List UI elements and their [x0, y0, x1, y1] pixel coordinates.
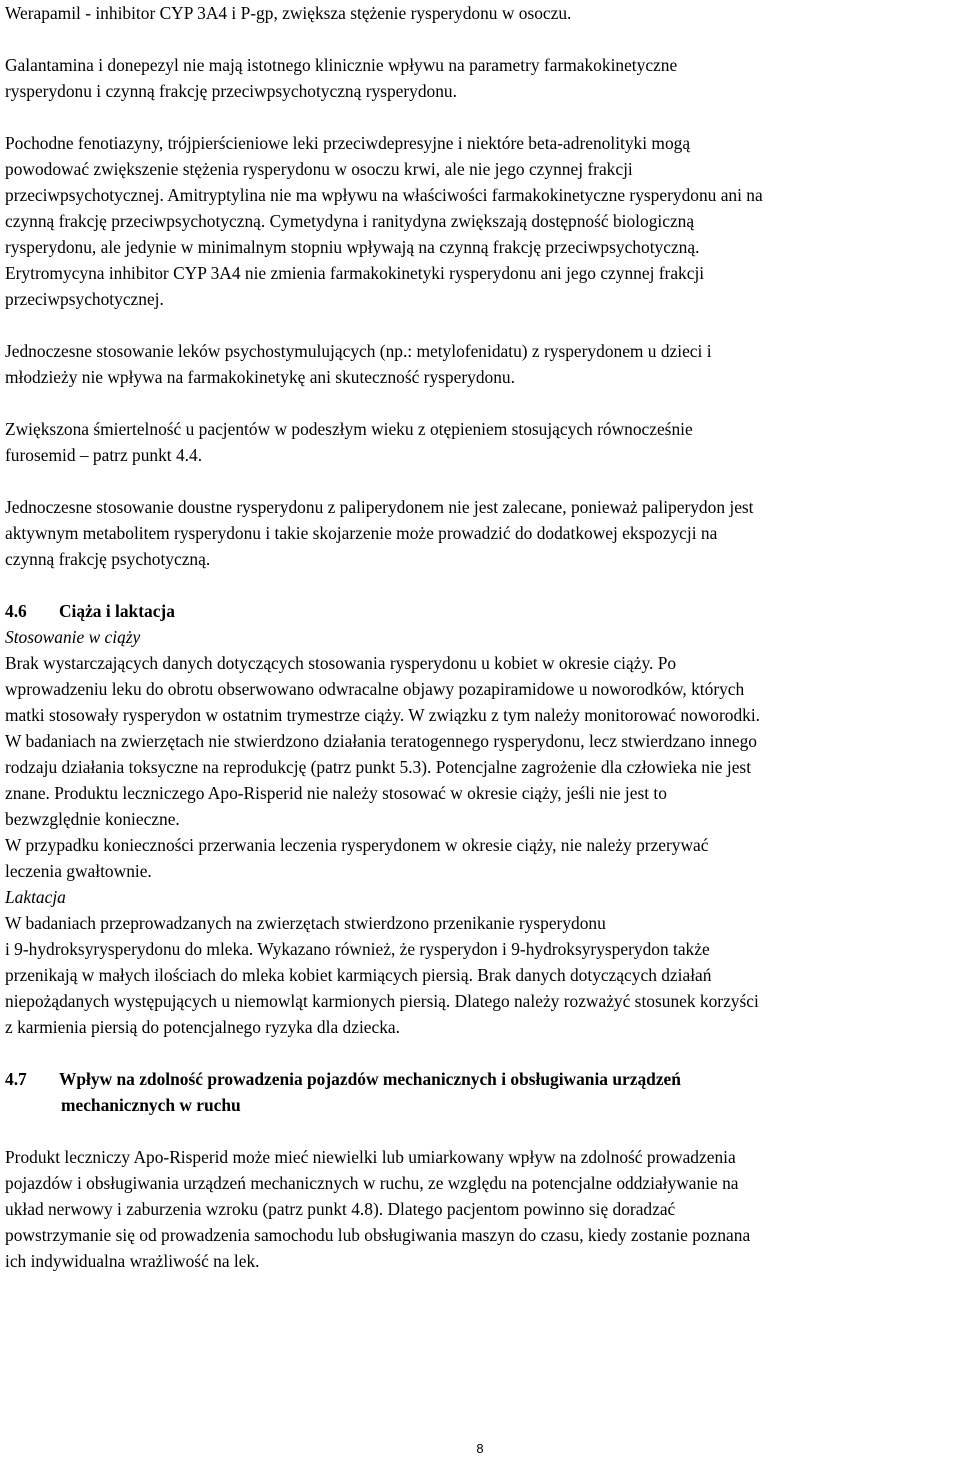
text-line: i 9-hydroksyrysperydonu do mleka. Wykazano również, że rysperydon i 9-hydroksyrysperydon także — [5, 939, 710, 959]
paragraph-galantamine — [5, 52, 957, 104]
text-line: wprowadzeniu leku do obrotu obserwowano odwracalne objawy pozapiramidowe u noworodków, których — [5, 679, 745, 699]
paragraph-verapamil — [5, 0, 957, 26]
text-line: ich indywidualna wrażliwość na lek. — [5, 1251, 260, 1271]
text-line: Produkt leczniczy Apo-Risperid może mieć niewielki lub umiarkowany wpływ na zdolność prowadzenia — [5, 1147, 736, 1167]
text-line: czynną frakcję psychotyczną. — [5, 549, 211, 569]
section-title-line: Wpływ na zdolność prowadzenia pojazdów mechanicznych i obsługiwania urządzeń — [59, 1069, 681, 1089]
text-line: z karmienia piersią do potencjalnego ryzyka dla dziecka. — [5, 1017, 400, 1037]
text-line: Jednoczesne stosowanie doustne rysperydonu z paliperydonem nie jest zalecane, ponieważ paliperydon jest — [5, 497, 754, 517]
text-line: przenikają w małych ilościach do mleka kobiet karmiących piersią. Brak danych dotyczących działań — [5, 965, 712, 985]
section-number: 4.6 — [5, 601, 27, 621]
text-line: W badaniach przeprowadzanych na zwierzętach stwierdzono przenikanie rysperydonu — [5, 913, 606, 933]
page-number: 8 — [476, 1441, 484, 1456]
text-line: rysperydonu, ale jedynie w minimalnym stopniu wpływają na czynną frakcję przeciwpsychotyczną. — [5, 237, 700, 257]
text-line: przeciwpsychotycznej. — [5, 289, 164, 309]
section-number: 4.7 — [5, 1069, 27, 1089]
text-line: Jednoczesne stosowanie leków psychostymulujących (np.: metylofenidatu) z rysperydonem u dzieci i — [5, 341, 712, 361]
paragraph-paliperidone — [5, 494, 957, 572]
text-line: układ nerwowy i zaburzenia wzroku (patrz punkt 4.8). Dlatego pacjentom powinno się doradzać — [5, 1199, 676, 1219]
text-line: przeciwpsychotycznej. Amitryptylina nie ma wpływu na właściwości farmakokinetyczne rysperydonu ani na — [5, 185, 763, 205]
text-line: powodować zwiększenie stężenia rysperydonu w osoczu krwi, ale nie jego czynnej frakcji — [5, 159, 633, 179]
subheading-pregnancy: Stosowanie w ciąży — [5, 627, 141, 647]
section-title-line: mechanicznych w ruchu — [61, 1095, 241, 1115]
text-line: niepożądanych występujących u niemowląt karmionych piersią. Dlatego należy rozważyć stosunek korzyści — [5, 991, 759, 1011]
text-line: Zwiększona śmiertelność u pacjentów w podeszłym wieku z otępieniem stosujących równocześnie — [5, 419, 693, 439]
text-line: czynną frakcję przeciwpsychotyczną. Cymetydyna i ranitydyna zwiększają dostępność biologiczną — [5, 211, 695, 231]
text-line: Erytromycyna inhibitor CYP 3A4 nie zmienia farmakokinetyki rysperydonu ani jego czynnej frakcji — [5, 263, 705, 283]
text-line: aktywnym metabolitem rysperydonu i takie skojarzenie może prowadzić do dodatkowej ekspozycji na — [5, 523, 718, 543]
paragraph-pregnancy — [5, 650, 957, 884]
text-line: matki stosowały rysperydon w ostatnim trymestrze ciąży. W związku z tym należy monitorować noworodki. — [5, 705, 761, 725]
subheading-lactation: Laktacja — [5, 887, 66, 907]
section-title: Ciąża i laktacja — [59, 601, 175, 621]
text-line: rodzaju działania toksyczne na reprodukcję (patrz punkt 5.3). Potencjalne zagrożenie dla człowieka nie jest — [5, 757, 752, 777]
paragraph-driving — [5, 1144, 957, 1274]
paragraph-lactation — [5, 910, 957, 1040]
text-line: Pochodne fenotiazyny, trójpierścieniowe leki przeciwdepresyjne i niektóre beta-adrenolityki mogą — [5, 133, 691, 153]
section-heading-4-7 — [5, 1066, 957, 1118]
document-page — [5, 0, 957, 1274]
text-line: Galantamina i donepezyl nie mają istotnego klinicznie wpływu na parametry farmakokinetyczne — [5, 55, 678, 75]
text-line: młodzieży nie wpływa na farmakokinetykę ani skuteczność rysperydonu. — [5, 367, 515, 387]
text-line: W przypadku konieczności przerwania leczenia rysperydonem w okresie ciąży, nie należy przerywać — [5, 835, 709, 855]
paragraph-psychostimulants — [5, 338, 957, 390]
section-heading-4-6 — [5, 598, 957, 624]
paragraph-phenothiazines — [5, 130, 957, 312]
text-line: furosemid – patrz punkt 4.4. — [5, 445, 203, 465]
text-line: leczenia gwałtownie. — [5, 861, 152, 881]
text-line: powstrzymanie się od prowadzenia samochodu lub obsługiwania maszyn do czasu, kiedy zostanie poznana — [5, 1225, 751, 1245]
text-line: W badaniach na zwierzętach nie stwierdzono działania teratogennego rysperydonu, lecz stwierdzano innego — [5, 731, 757, 751]
text-line: znane. Produktu leczniczego Apo-Risperid nie należy stosować w okresie ciąży, jeśli nie jest to — [5, 783, 667, 803]
text-line: pojazdów i obsługiwania urządzeń mechanicznych w ruchu, ze względu na potencjalne oddziaływanie na — [5, 1173, 739, 1193]
text-line: rysperydonu i czynną frakcję przeciwpsychotyczną rysperydonu. — [5, 81, 457, 101]
text-line: Brak wystarczających danych dotyczących stosowania rysperydonu u kobiet w okresie ciąży. Po — [5, 653, 677, 673]
paragraph-mortality — [5, 416, 957, 468]
text-line: bezwzględnie konieczne. — [5, 809, 180, 829]
text-line: Werapamil - inhibitor CYP 3A4 i P-gp, zwiększa stężenie rysperydonu w osoczu. — [5, 3, 572, 23]
